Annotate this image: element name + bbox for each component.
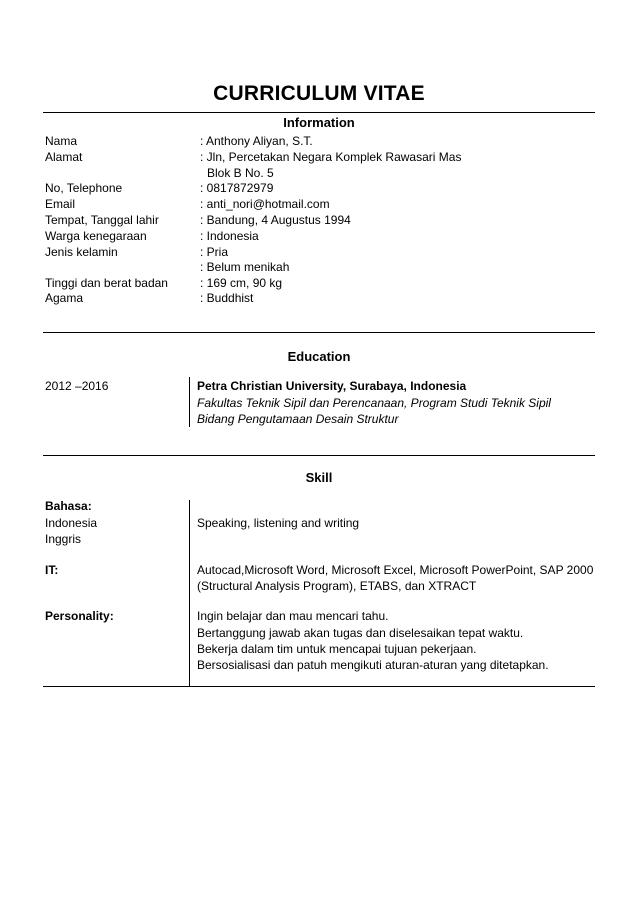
skill-heading: Skill xyxy=(305,470,333,485)
info-value: : 169 cm, 90 kg xyxy=(200,276,283,290)
language-item: Indonesia xyxy=(45,516,98,530)
language-item: Inggris xyxy=(45,532,82,546)
information-heading: Information xyxy=(283,115,355,130)
info-value: : Bandung, 4 Augustus 1994 xyxy=(200,213,351,227)
it-skill-line: Autocad,Microsoft Word, Microsoft Excel, Microsoft PowerPoint, SAP 2000 xyxy=(197,563,594,577)
education-faculty: Fakultas Teknik Sipil dan Perencanaan, Program Studi Teknik Sipil xyxy=(197,396,551,410)
personality-item: Bekerja dalam tim untuk mencapai tujuan pekerjaan. xyxy=(197,642,477,656)
info-value: : Indonesia xyxy=(200,229,259,243)
divider xyxy=(43,332,595,333)
info-value: : 0817872979 xyxy=(200,181,274,195)
info-value: : Buddhist xyxy=(200,291,254,305)
education-period: 2012 –2016 xyxy=(45,379,109,393)
info-value: Blok B No. 5 xyxy=(207,166,274,180)
info-label: Email xyxy=(45,197,76,211)
info-value: : Jln, Percetakan Negara Komplek Rawasari Mas xyxy=(200,150,462,164)
language-skill-value: Speaking, listening and writing xyxy=(197,516,360,530)
info-label: Tempat, Tanggal lahir xyxy=(45,213,159,227)
it-skill-line: (Structural Analysis Program), ETABS, dan XTRACT xyxy=(197,579,477,593)
info-label: Tinggi dan berat badan xyxy=(45,276,168,290)
divider xyxy=(43,455,595,456)
personality-item: Bertanggung jawab akan tugas dan diselesaikan tepat waktu. xyxy=(197,626,524,640)
bahasa-label: Bahasa: xyxy=(45,499,92,513)
education-heading: Education xyxy=(287,349,351,364)
info-value: : anti_nori@hotmail.com xyxy=(200,197,330,211)
it-label: IT: xyxy=(45,563,59,577)
column-divider xyxy=(189,377,190,427)
divider xyxy=(43,686,595,687)
info-value: : Pria xyxy=(200,245,229,259)
info-label: Warga kenegaraan xyxy=(45,229,147,243)
info-value: : Anthony Aliyan, S.T. xyxy=(200,134,313,148)
personality-item: Ingin belajar dan mau mencari tahu. xyxy=(197,609,389,623)
column-divider xyxy=(189,500,190,687)
education-institution: Petra Christian University, Surabaya, Indonesia xyxy=(197,379,467,393)
info-label: Nama xyxy=(45,134,78,148)
divider xyxy=(43,112,595,113)
info-label: No, Telephone xyxy=(45,181,123,195)
personality-item: Bersosialisasi dan patuh mengikuti aturan-aturan yang ditetapkan. xyxy=(197,658,549,672)
info-label: Alamat xyxy=(45,150,83,164)
document-title: CURRICULUM VITAE xyxy=(213,82,425,105)
info-value: : Belum menikah xyxy=(200,260,290,274)
education-field: Bidang Pengutamaan Desain Struktur xyxy=(197,412,399,426)
info-label: Agama xyxy=(45,291,84,305)
info-label: Jenis kelamin xyxy=(45,245,118,259)
personality-label: Personality: xyxy=(45,609,114,623)
